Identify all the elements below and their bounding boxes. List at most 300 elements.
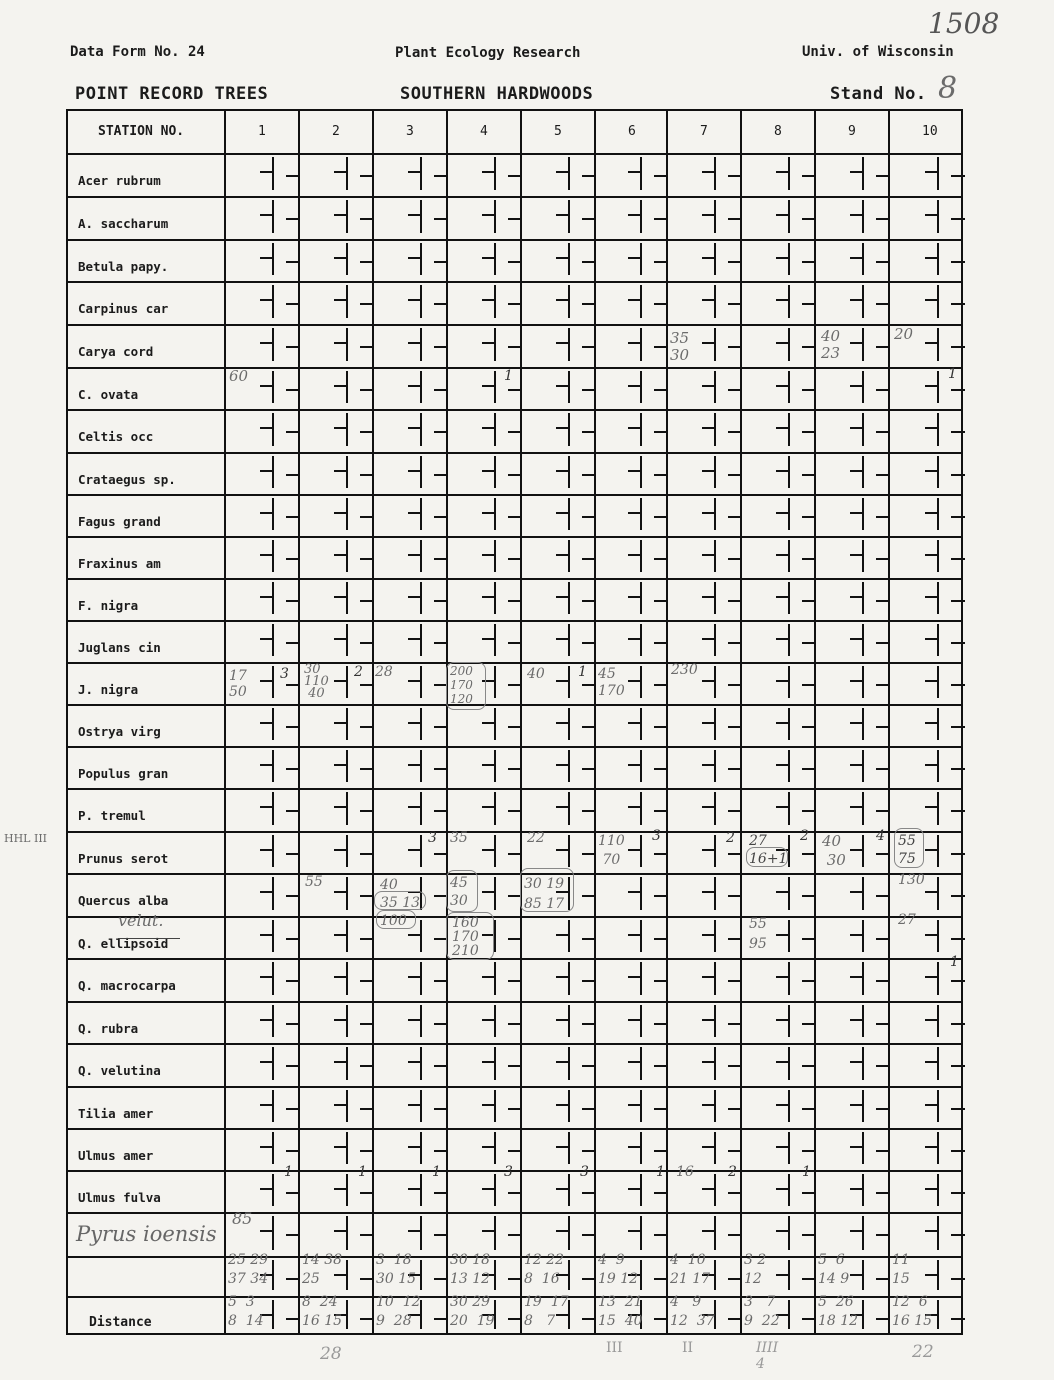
cell-subdivider [862,371,864,403]
cell-subdivider [640,1132,642,1164]
row-divider [68,324,961,326]
cell-subdivider [420,582,422,614]
cell-tick [802,810,816,812]
cell-subdivider [714,456,716,488]
cell-tick [360,768,374,770]
qalba-s10: 130 [898,872,925,888]
cell-tick [654,810,668,812]
diameter-cell: 3 18 30 15 [376,1252,417,1287]
cell-subdivider [272,1216,274,1250]
cell-subdivider [568,1174,570,1206]
cell-subdivider [272,200,274,233]
cell-subdivider [272,666,274,698]
cell-subdivider [788,285,790,318]
cell-tick [434,1150,448,1152]
cell-tick [508,938,522,940]
cell-subdivider [272,1047,274,1080]
cell-tick [360,600,374,602]
cell-subdivider [862,877,864,910]
cell-subdivider [346,1216,348,1250]
cell-subdivider [640,666,642,698]
species-label: Ulmus fulva [78,1190,161,1205]
row-divider [68,281,961,283]
cell-tick [802,346,816,348]
cell-tick [286,726,300,728]
species-label: Ulmus amer [78,1148,154,1163]
species-label: Fraxinus am [78,556,161,571]
cell-subdivider [788,877,790,910]
cell-subdivider [788,456,790,488]
cell-subdivider [420,200,422,233]
cell-tick [951,895,965,897]
cell-tick [582,810,596,812]
station-label: 2 [332,124,340,139]
cell-subdivider [862,413,864,446]
cell-subdivider [272,456,274,488]
row-divider [68,1043,961,1045]
cell-subdivider [937,708,939,740]
cell-subdivider [788,582,790,614]
cell-subdivider [788,1047,790,1080]
cell-tick [508,389,522,391]
cell-subdivider [862,1005,864,1037]
cell-tick [951,261,965,263]
cell-subdivider [714,413,716,446]
cell-tick [286,600,300,602]
cell-subdivider [862,456,864,488]
cell-tick [508,853,522,855]
cell-subdivider [788,624,790,656]
cell-tick [951,346,965,348]
cell-tick [876,853,890,855]
cell-subdivider [494,1047,496,1080]
cell-subdivider [937,540,939,572]
cell-subdivider [568,540,570,572]
cell-subdivider [272,708,274,740]
cell-tick [654,726,668,728]
cell-subdivider [568,750,570,782]
cell-subdivider [714,708,716,740]
prunus-s8: 27 16+1 [749,833,788,867]
cell-subdivider [568,371,570,403]
cell-tick [802,726,816,728]
cell-tick [286,1150,300,1152]
cell-tick [582,261,596,263]
row-divider [68,873,961,875]
cell-subdivider [568,1047,570,1080]
cell-tick [286,1192,300,1194]
station-label: 9 [848,124,856,139]
row-divider [68,958,961,960]
cell-subdivider [420,540,422,572]
cell-subdivider [494,371,496,403]
cell-tick [728,218,742,220]
cell-subdivider [494,835,496,867]
cell-subdivider [420,498,422,530]
cell-tick [286,684,300,686]
cell-subdivider [937,1300,939,1329]
j-nigra-s1: 17 50 [229,668,247,700]
cell-tick [951,938,965,940]
carya-cord-s10: 20 [894,325,914,343]
cell-subdivider [420,1216,422,1250]
cell-tick [802,1150,816,1152]
cell-tick [876,474,890,476]
cell-subdivider [937,1047,939,1080]
cell-tick [434,853,448,855]
cell-subdivider [937,920,939,952]
cell-tick [802,431,816,433]
cell-tick [582,768,596,770]
cell-tick [802,1234,816,1236]
cell-tick [360,1318,374,1320]
cell-subdivider [420,666,422,698]
cell-tick [582,558,596,560]
cell-tick [728,175,742,177]
cell-subdivider [714,582,716,614]
cell-tick [434,346,448,348]
cell-subdivider [494,200,496,233]
species-label: Juglans cin [78,640,161,655]
qalba-s5: 30 19 85 17 [524,876,565,912]
distance-cell: 4 9 12 37 [670,1294,715,1329]
cell-subdivider [937,1005,939,1037]
row-divider [68,153,961,155]
cell-tick [802,516,816,518]
cell-tick [360,1023,374,1025]
cell-subdivider [640,624,642,656]
cell-tick [582,853,596,855]
distance-cell: 30 29 20 19 [450,1294,495,1329]
cell-tick [876,938,890,940]
diameter-cell: 11 15 [892,1252,910,1287]
cell-tick [728,389,742,391]
cell-subdivider [640,371,642,403]
species-label: F. nigra [78,598,139,613]
ulmus-s8-count: 1 [802,1164,811,1180]
diameter-cell: 14 38 25 [302,1252,343,1287]
species-label: Populus gran [78,766,169,781]
cell-subdivider [346,540,348,572]
cell-subdivider [714,792,716,825]
cell-subdivider [714,962,716,995]
cell-tick [802,1318,816,1320]
cell-tick [434,726,448,728]
cell-tick [434,1023,448,1025]
prunus-s5: 22 [527,830,545,846]
row-divider [68,409,961,411]
cell-subdivider [714,1174,716,1206]
diameter-cell: 5 6 14 9 [818,1252,850,1287]
cell-tick [876,1023,890,1025]
cell-tick [802,642,816,644]
station-label: 7 [700,124,708,139]
cell-subdivider [640,835,642,867]
cell-subdivider [568,456,570,488]
cell-subdivider [937,1090,939,1122]
cell-tick [582,642,596,644]
diameter-cell: 4 9 19 12 [598,1252,639,1287]
cell-subdivider [568,1005,570,1037]
cell-tick [508,810,522,812]
ulmus-s3-count: 1 [432,1164,441,1180]
cell-tick [951,1023,965,1025]
cell-subdivider [494,624,496,656]
cell-subdivider [420,1005,422,1037]
cell-subdivider [420,1174,422,1206]
cell-tick [582,474,596,476]
cell-subdivider [272,1132,274,1164]
cell-subdivider [788,200,790,233]
cell-subdivider [568,1216,570,1250]
diameter-cell: 3 2 12 [744,1252,767,1287]
cell-subdivider [640,962,642,995]
cell-subdivider [420,371,422,403]
cell-tick [728,810,742,812]
cell-tick [654,1065,668,1067]
cell-tick [360,726,374,728]
cell-subdivider [862,285,864,318]
cell-subdivider [346,582,348,614]
cell-subdivider [937,666,939,698]
cell-tick [286,853,300,855]
cell-subdivider [937,835,939,867]
cell-subdivider [862,1090,864,1122]
cell-tick [802,1192,816,1194]
cell-subdivider [494,243,496,275]
cell-subdivider [714,328,716,361]
cell-subdivider [937,624,939,656]
cell-tick [434,516,448,518]
distance-cell: 5 26 18 12 [818,1294,859,1329]
cell-tick [802,1278,816,1280]
cell-tick [508,175,522,177]
prunus-s10: 55 75 [898,833,916,867]
cell-subdivider [568,200,570,233]
cell-tick [802,853,816,855]
cell-subdivider [346,750,348,782]
cell-tick [876,1234,890,1236]
cell-tick [582,218,596,220]
cell-tick [728,895,742,897]
ulmus-s7-count: 2 [728,1164,737,1180]
cell-tick [434,558,448,560]
cell-subdivider [640,328,642,361]
cell-subdivider [272,498,274,530]
cell-tick [951,642,965,644]
cell-subdivider [568,792,570,825]
cell-subdivider [272,1090,274,1122]
ulmus-s7: 16 [676,1164,694,1180]
cell-tick [728,1065,742,1067]
cell-tick [508,1108,522,1110]
form-number: Data Form No. 24 [70,44,205,60]
row-divider [68,452,961,454]
cell-tick [508,346,522,348]
cell-subdivider [714,920,716,952]
cell-tick [508,684,522,686]
cell-subdivider [346,328,348,361]
cell-tick [654,218,668,220]
cell-tick [582,684,596,686]
cell-tick [654,1108,668,1110]
cell-subdivider [494,582,496,614]
ulmus-s4-count: 3 [504,1164,513,1180]
cell-tick [951,474,965,476]
cell-subdivider [272,413,274,446]
cell-subdivider [420,243,422,275]
cell-tick [951,218,965,220]
row-divider [68,1086,961,1088]
diameter-cell: 4 10 21 17 [670,1252,711,1287]
row-divider [68,1212,961,1214]
cell-subdivider [862,243,864,275]
cell-subdivider [494,877,496,910]
cell-tick [286,1318,300,1320]
cell-subdivider [346,962,348,995]
cell-tick [508,980,522,982]
cell-tick [876,303,890,305]
cell-subdivider [640,1090,642,1122]
cell-subdivider [640,750,642,782]
cell-subdivider [788,157,790,190]
row-divider [68,367,961,369]
cell-subdivider [272,877,274,910]
cell-subdivider [788,920,790,952]
ulmus-s1-count: 1 [284,1164,293,1180]
cell-subdivider [714,1260,716,1290]
stand-value: 8 [938,71,958,106]
species-label: Prunus serot [78,851,169,866]
cell-subdivider [862,962,864,995]
cell-subdivider [862,200,864,233]
cell-tick [286,1023,300,1025]
row-divider [68,1170,961,1172]
species-label: J. nigra [78,682,139,697]
cell-subdivider [937,413,939,446]
cell-tick [876,1065,890,1067]
cell-tick [434,474,448,476]
distance-label: Distance [89,1315,152,1330]
cell-subdivider [788,243,790,275]
cell-tick [728,346,742,348]
cell-subdivider [272,371,274,403]
cell-tick [951,853,965,855]
cell-subdivider [937,285,939,318]
cell-subdivider [346,1132,348,1164]
distance-cell: 3 7 9 22 [744,1294,780,1329]
species-label: Ostrya virg [78,724,161,739]
cell-subdivider [640,540,642,572]
cell-tick [728,1234,742,1236]
cell-tick [508,303,522,305]
row-divider [68,788,961,790]
station-label: 3 [406,124,414,139]
species-label: A. saccharum [78,216,169,231]
cell-subdivider [937,456,939,488]
cell-subdivider [420,328,422,361]
cell-subdivider [862,750,864,782]
cell-tick [360,218,374,220]
cell-subdivider [494,1260,496,1290]
cell-tick [654,600,668,602]
cell-tick [434,1278,448,1280]
cell-subdivider [568,498,570,530]
center-title: Plant Ecology Research [395,45,581,61]
cell-tick [286,980,300,982]
cell-tick [286,1065,300,1067]
cell-subdivider [346,920,348,952]
cell-subdivider [640,1005,642,1037]
carya-cord-s9: 40 23 [821,327,841,362]
cell-tick [582,431,596,433]
cell-subdivider [640,200,642,233]
cell-subdivider [494,1005,496,1037]
cell-subdivider [714,1132,716,1164]
cell-subdivider [788,328,790,361]
cell-tick [508,1234,522,1236]
cell-tick [286,642,300,644]
j-nigra-s4: 200 170 120 [450,664,473,706]
carya-cord-s7: 35 30 [670,329,690,364]
cell-tick [802,1108,816,1110]
margin-tally: HHL III [4,832,48,845]
cell-tick [434,218,448,220]
cell-tick [434,389,448,391]
cell-tick [508,261,522,263]
cell-tick [951,1108,965,1110]
cell-subdivider [862,1174,864,1206]
cell-subdivider [494,498,496,530]
prunus-s6: 110 70 [598,833,625,868]
cell-subdivider [937,582,939,614]
cell-tick [286,431,300,433]
row-divider [68,239,961,241]
cell-tick [876,1108,890,1110]
cell-subdivider [788,1132,790,1164]
ulmus-s6-count: 1 [656,1164,665,1180]
qalba-s2: 55 [305,874,323,890]
prunus-s9: 40 30 [822,832,846,869]
cell-subdivider [420,920,422,952]
cell-subdivider [640,1174,642,1206]
row-divider [68,578,961,580]
cell-tick [434,1192,448,1194]
cell-tick [876,346,890,348]
station-label: 10 [922,124,938,139]
distance-cell: 19 17 8 7 [524,1294,569,1329]
cell-subdivider [937,792,939,825]
cell-tick [728,938,742,940]
cell-tick [286,938,300,940]
cell-tick [728,1192,742,1194]
cell-subdivider [714,157,716,190]
cell-tick [508,1278,522,1280]
cell-tick [582,895,596,897]
cell-tick [876,600,890,602]
cell-subdivider [494,1174,496,1206]
cell-subdivider [272,285,274,318]
cell-subdivider [346,792,348,825]
cell-subdivider [568,962,570,995]
cell-subdivider [346,413,348,446]
cell-subdivider [272,328,274,361]
station-label: 8 [774,124,782,139]
prunus-s6-count: 3 [652,828,661,844]
cell-subdivider [346,456,348,488]
document-number: 1508 [928,7,1000,40]
cell-tick [582,1065,596,1067]
